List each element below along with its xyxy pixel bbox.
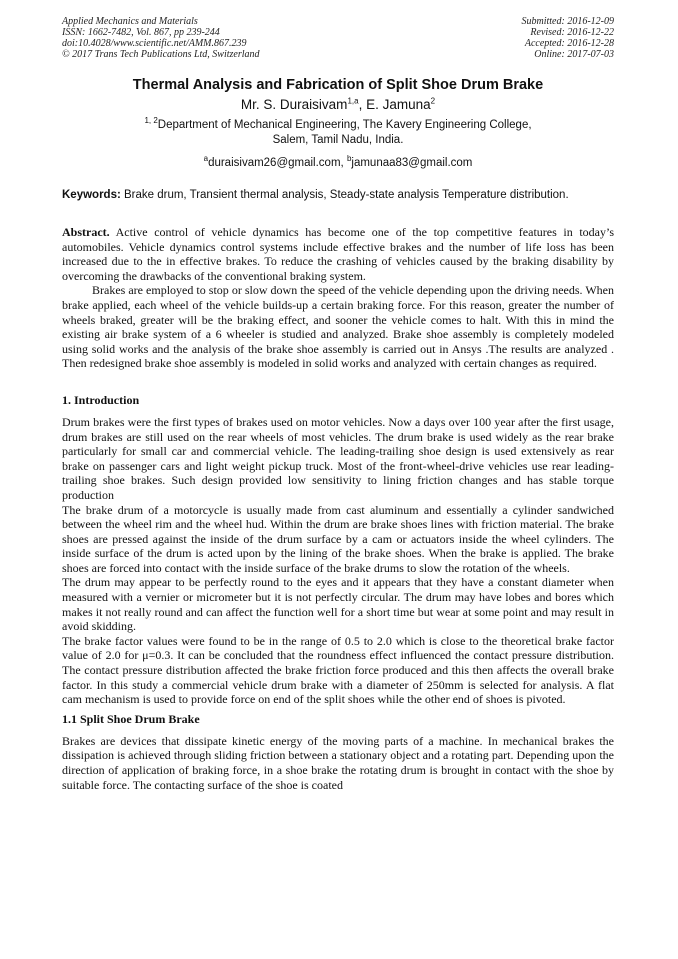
subsection-heading-split-shoe: 1.1 Split Shoe Drum Brake [62,711,200,726]
email-line [62,154,614,169]
abstract [62,225,614,371]
keywords-text: Brake drum, Transient thermal analysis, Steady-state analysis Temperature distribution. [120,189,569,201]
abstract-label: Abstract. [62,225,110,239]
online-date: Online: 2017-07-03 [534,49,614,60]
intro-paragraph-1: Drum brakes were the first types of brakes used on motor vehicles. Now a days over 100 year after the first usage, drum brakes are still used on the rear wheels of most vehicles. The drum brake is used widely as the rear brake particularly for small car and commercial vehicle. The leading-trailing shoe design is used extensively as rear brake on passenger cars and light weight pickup truck. Most of the front-wheel-drive vehicles use rear leading-trailing shoe brakes. Such design provided low sensitivity to lining friction changes and has stable torque production [62,414,614,502]
abstract-paragraph-2: Brakes are employed to stop or slow down the speed of the vehicle depending upon the driving needs. When brake applied, each wheel of the vehicle builds-up a certain braking force. For this reason, greater the number of wheels braked, greater will be the braking effect, and sooner the vehicle comes to halt. With this in mind the existing air brake system of a 6 wheeler is studied and analyzed. Brake shoe assembly is completely modeled using solid works and the analysis of the brake shoe assembly is carried out in Ansys .The results are analyzed . Then redesigned brake shoe assembly is modeled in solid works and analyzed with certain changes as required. [62,283,614,371]
keywords-label: Keywords: [62,189,121,201]
abstract-paragraph-1: Abstract. Active control of vehicle dynamics has become one of the top competitive features in today’s automobiles. Vehicle dynamics control systems include effective brakes and the number of life loss has been increased due to the in effective brakes. To reduce the crashing of vehicles caused by the braking disability by overcoming the drawbacks of the conventional braking system. [62,225,614,283]
split-shoe-paragraph-1: Brakes are devices that dissipate kinetic energy of the moving parts of a machine. In mechanical brakes the dissipation is achieved through sliding friction between a stationary object and a rotating part. Depending upon the direction of application of braking force, in a shoe brake the rotating drum is brought in contact with the shoe by suitable force. The contacting surface of the shoe is coated [62,733,614,792]
email-b[interactable]: jamunaa83@gmail.com [351,157,473,169]
author-1-sup: 1,a [347,96,359,106]
affiliation-line-2: Salem, Tamil Nadu, India. [272,134,404,146]
intro-paragraph-3: The drum may appear to be perfectly round to the eyes and it appears that they have a constant diameter when measured with a vernier or micrometer but it is not perfectly circular. The drum may have lobes and bores which makes it not really round and can affect the function well for a short time but wear at some point and may result in avoid skidding. [62,575,614,634]
author-separator: , [358,97,367,112]
email-a[interactable]: duraisivam26@gmail.com [208,157,341,169]
revised-date: Revised: 2016-12-22 [530,27,614,38]
intro-paragraph-4: The brake factor values were found to be in the range of 0.5 to 2.0 which is close to the theoretical brake factor value of 2.0 for μ=0.3. It can be concluded that the roundness effect influenced the contact pressure distribution. The contact pressure distribution affected the brake friction force produced and this then affects the overall brake factor. In this study a commercial vehicle drum brake with a diameter of 250mm is selected for analysis. A flat cam mechanism is used to provide force on end of the split shoes while the other end of shoes is pivoted. [62,633,614,707]
header-left [62,16,260,60]
email-b-sup: b [346,154,352,164]
author-2-sup: 2 [430,96,436,106]
email-a-sup: a [203,154,209,164]
submitted-date: Submitted: 2016-12-09 [521,16,614,27]
affiliation-sup: 1, 2 [144,116,158,126]
accepted-date: Accepted: 2016-12-28 [524,38,614,49]
paper-title: Thermal Analysis and Fabrication of Split Shoe Drum Brake [132,77,544,93]
issn: ISSN: 1662-7482, Vol. 867, pp 239-244 [62,27,220,38]
keywords [62,188,614,203]
intro-paragraph-2: The brake drum of a motorcycle is usually made from cast aluminum and essentially a cylinder sandwiched between the wheel rim and the wheel hud. Within the drum are brake shoes lines with friction material. The brake shoes are pressed against the inside of the drum surface by a cam or actuators inside the wheel cylinders. The inside surface of the drum is acted upon by the lining of the brake shoes. When the brake is applied. The brake shoes are forced into contact with the inside surface of the brake drums to slow the rotation of the wheels. [62,502,614,575]
section-heading-introduction: 1. Introduction [62,392,140,407]
split-shoe-body [62,734,614,792]
journal-name: Applied Mechanics and Materials [62,16,198,27]
affiliation [62,118,614,148]
copyright: © 2017 Trans Tech Publications Ltd, Switzerland [62,49,260,60]
author-1: Mr. S. Duraisivam [240,97,348,112]
author-2: E. Jamuna [366,97,431,112]
doi: doi:10.4028/www.scientific.net/AMM.867.239 [62,38,247,49]
affiliation-line-1: Department of Mechanical Engineering, The Kavery Engineering College, [157,119,532,131]
author-line [62,97,614,112]
header-right [522,16,615,60]
paper-page [62,16,614,792]
email-separator: , [340,157,347,169]
running-header [62,16,614,60]
introduction-body [62,415,614,707]
